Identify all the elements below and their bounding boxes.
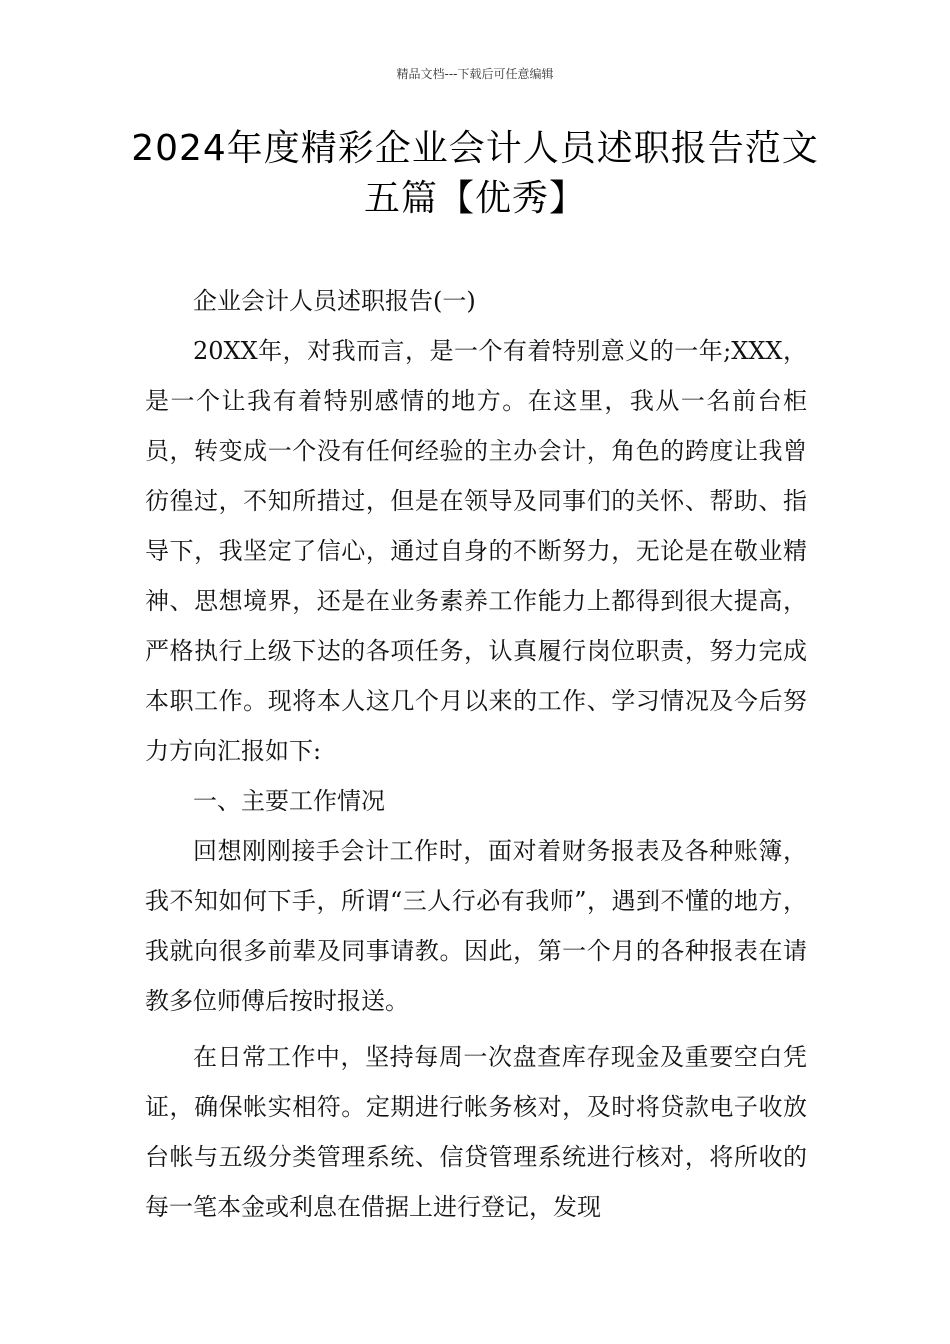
body-paragraph: 回想刚刚接手会计工作时，面对着财务报表及各种账簿，我不知如何下手，所谓“三人行必有我师”，遇到不懂的地方，我就向很多前辈及同事请教。因此，第一个月的各种报表在请教多位师傅后按时报送。	[145, 837, 807, 1015]
section-heading: 企业会计人员述职报告(一)	[193, 287, 476, 315]
body-paragraph: 20XX年，对我而言，是一个有着特别意义的一年;XXX，是一个让我有着特别感情的地方。在这里，我从一名前台柜员，转变成一个没有任何经验的主办会计，角色的跨度让我曾彷徨过，不知所措过，但是在领导及同事们的关怀、帮助、指导下，我坚定了信心，通过自身的不断努力，无论是在敬业精神、思想境界，还是在业务素养工作能力上都得到很大提高，严格执行上级下达的各项任务，认真履行岗位职责，努力完成本职工作。现将本人这几个月以来的工作、学习情况及今后努力方向汇报如下:	[145, 337, 807, 765]
section-heading: 一、主要工作情况	[193, 787, 385, 815]
document-title: 2024年度精彩企业会计人员述职报告范文五篇【优秀】	[131, 128, 819, 219]
document-body	[145, 276, 807, 1232]
body-paragraph: 在日常工作中，坚持每周一次盘查库存现金及重要空白凭证，确保帐实相符。定期进行帐务核对，及时将贷款电子收放台帐与五级分类管理系统、信贷管理系统进行核对，将所收的每一笔本金或利息在借据上进行登记，发现	[145, 1043, 807, 1221]
header-note: 精品文档---下载后可任意编辑	[396, 67, 554, 81]
